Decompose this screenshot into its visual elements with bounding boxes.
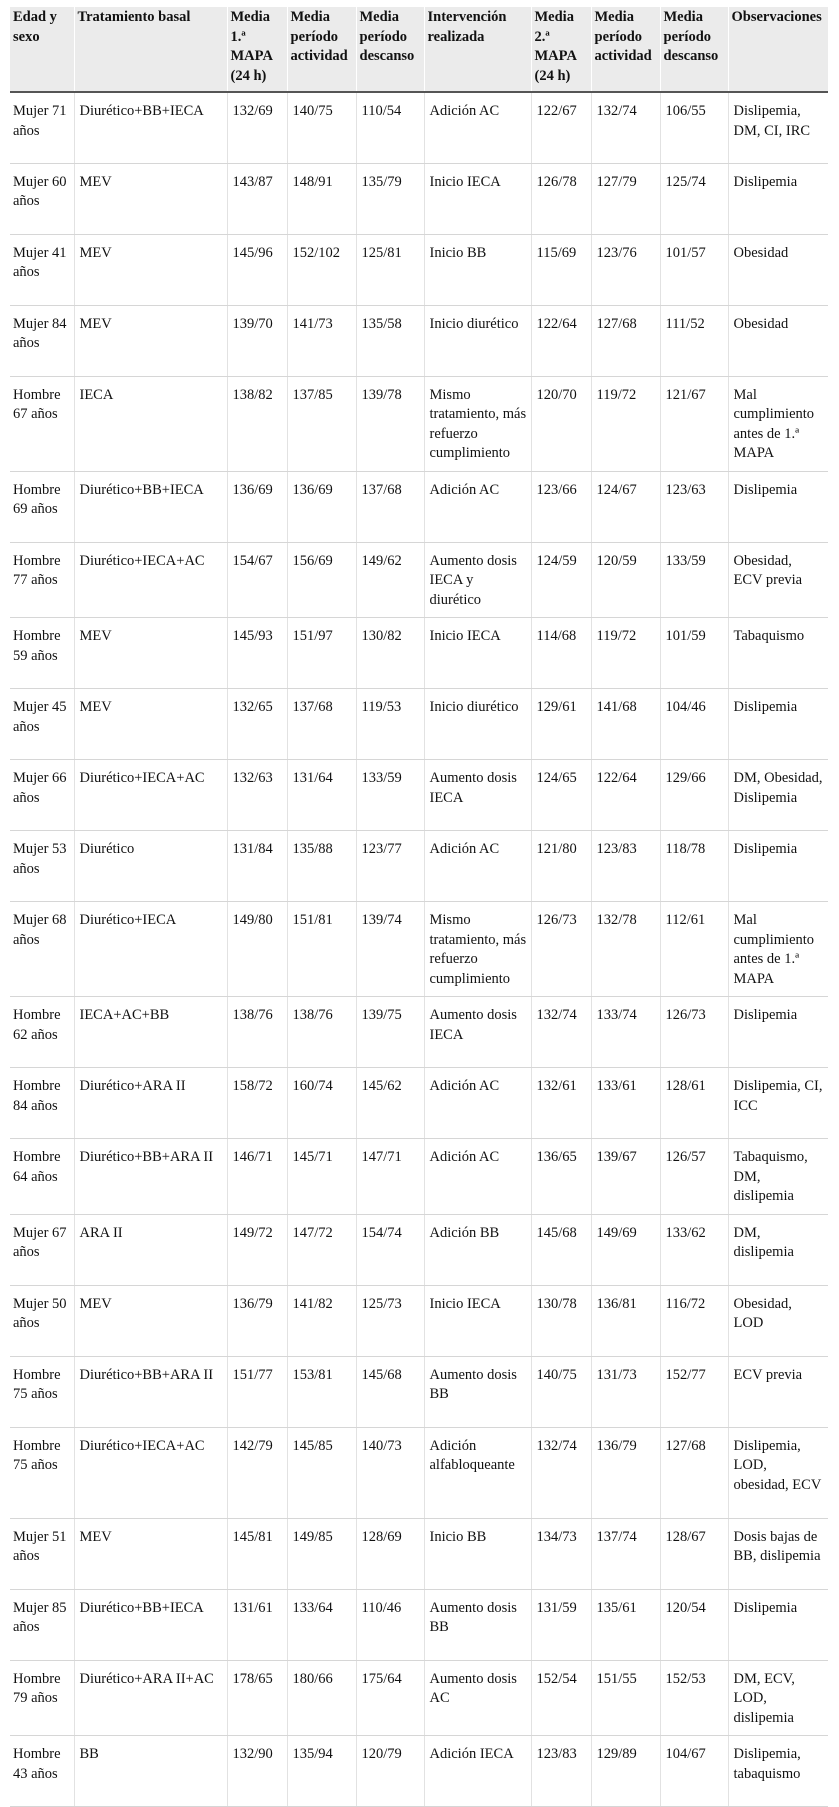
cell-second-rest-mean: 127/68 xyxy=(660,1427,728,1518)
cell-second-rest-mean: 104/67 xyxy=(660,1736,728,1807)
cell-second-mapa-mean: 131/59 xyxy=(531,1589,591,1660)
table-row xyxy=(10,376,828,471)
table-row xyxy=(10,1285,828,1356)
cell-first-mapa-mean: 145/93 xyxy=(227,618,287,689)
cell-second-activity-mean: 124/67 xyxy=(591,471,660,542)
cell-age-sex: Hombre 77 años xyxy=(10,542,74,618)
cell-second-rest-mean: 121/67 xyxy=(660,376,728,471)
cell-first-activity-mean: 151/81 xyxy=(287,902,356,997)
cell-intervention: Aumento dosis AC xyxy=(424,1660,531,1736)
data-table xyxy=(10,7,828,1807)
cell-second-activity-mean: 151/55 xyxy=(591,1660,660,1736)
cell-second-rest-mean: 120/54 xyxy=(660,1589,728,1660)
cell-intervention: Mismo tratamiento, más refuerzo cumplimiento xyxy=(424,902,531,997)
cell-first-mapa-mean: 138/76 xyxy=(227,997,287,1068)
cell-second-activity-mean: 131/73 xyxy=(591,1356,660,1427)
cell-second-activity-mean: 135/61 xyxy=(591,1589,660,1660)
cell-second-mapa-mean: 132/74 xyxy=(531,997,591,1068)
cell-first-mapa-mean: 131/61 xyxy=(227,1589,287,1660)
cell-first-activity-mean: 156/69 xyxy=(287,542,356,618)
cell-intervention: Aumento dosis IECA xyxy=(424,997,531,1068)
cell-intervention: Adición AC xyxy=(424,92,531,163)
cell-intervention: Adición AC xyxy=(424,1068,531,1139)
cell-baseline-treatment: MEV xyxy=(74,618,227,689)
table-row xyxy=(10,542,828,618)
table-row xyxy=(10,471,828,542)
cell-second-rest-mean: 133/62 xyxy=(660,1214,728,1285)
cell-first-mapa-mean: 132/69 xyxy=(227,92,287,163)
cell-observations: Dosis bajas de BB, dislipemia xyxy=(728,1518,828,1589)
cell-baseline-treatment: MEV xyxy=(74,1285,227,1356)
cell-first-mapa-mean: 151/77 xyxy=(227,1356,287,1427)
cell-second-rest-mean: 133/59 xyxy=(660,542,728,618)
table-row xyxy=(10,831,828,902)
cell-baseline-treatment: Diurético xyxy=(74,831,227,902)
cell-first-activity-mean: 137/85 xyxy=(287,376,356,471)
cell-second-mapa-mean: 130/78 xyxy=(531,1285,591,1356)
cell-first-rest-mean: 128/69 xyxy=(356,1518,424,1589)
cell-second-activity-mean: 149/69 xyxy=(591,1214,660,1285)
cell-second-rest-mean: 111/52 xyxy=(660,305,728,376)
cell-baseline-treatment: Diurético+BB+ARA II xyxy=(74,1356,227,1427)
cell-age-sex: Hombre 69 años xyxy=(10,471,74,542)
cell-baseline-treatment: Diurético+BB+IECA xyxy=(74,1589,227,1660)
cell-first-rest-mean: 140/73 xyxy=(356,1427,424,1518)
cell-observations: Dislipemia, DM, CI, IRC xyxy=(728,92,828,163)
cell-second-mapa-mean: 140/75 xyxy=(531,1356,591,1427)
cell-baseline-treatment: ARA II xyxy=(74,1214,227,1285)
cell-baseline-treatment: Diurético+IECA xyxy=(74,902,227,997)
cell-second-rest-mean: 116/72 xyxy=(660,1285,728,1356)
cell-second-mapa-mean: 123/66 xyxy=(531,471,591,542)
header-observations: Observaciones xyxy=(728,7,828,92)
cell-second-mapa-mean: 122/64 xyxy=(531,305,591,376)
table-row xyxy=(10,760,828,831)
cell-age-sex: Hombre 67 años xyxy=(10,376,74,471)
table-row xyxy=(10,234,828,305)
cell-age-sex: Mujer 66 años xyxy=(10,760,74,831)
cell-first-activity-mean: 149/85 xyxy=(287,1518,356,1589)
cell-second-rest-mean: 152/77 xyxy=(660,1356,728,1427)
cell-age-sex: Hombre 75 años xyxy=(10,1356,74,1427)
table-row xyxy=(10,92,828,163)
cell-second-activity-mean: 137/74 xyxy=(591,1518,660,1589)
cell-second-rest-mean: 126/73 xyxy=(660,997,728,1068)
cell-first-rest-mean: 110/54 xyxy=(356,92,424,163)
cell-observations: ECV previa xyxy=(728,1356,828,1427)
cell-age-sex: Mujer 84 años xyxy=(10,305,74,376)
cell-second-activity-mean: 136/81 xyxy=(591,1285,660,1356)
cell-second-activity-mean: 119/72 xyxy=(591,618,660,689)
cell-first-mapa-mean: 136/69 xyxy=(227,471,287,542)
table-row xyxy=(10,618,828,689)
cell-intervention: Adición AC xyxy=(424,471,531,542)
cell-age-sex: Hombre 84 años xyxy=(10,1068,74,1139)
table-row xyxy=(10,997,828,1068)
cell-second-rest-mean: 125/74 xyxy=(660,163,728,234)
cell-first-activity-mean: 135/94 xyxy=(287,1736,356,1807)
cell-first-activity-mean: 136/69 xyxy=(287,471,356,542)
cell-second-rest-mean: 112/61 xyxy=(660,902,728,997)
cell-first-rest-mean: 123/77 xyxy=(356,831,424,902)
table-row xyxy=(10,1518,828,1589)
cell-second-mapa-mean: 132/74 xyxy=(531,1427,591,1518)
cell-first-mapa-mean: 145/81 xyxy=(227,1518,287,1589)
cell-second-mapa-mean: 115/69 xyxy=(531,234,591,305)
cell-second-rest-mean: 101/57 xyxy=(660,234,728,305)
cell-first-rest-mean: 139/78 xyxy=(356,376,424,471)
cell-first-rest-mean: 110/46 xyxy=(356,1589,424,1660)
cell-first-rest-mean: 137/68 xyxy=(356,471,424,542)
cell-first-activity-mean: 138/76 xyxy=(287,997,356,1068)
cell-first-mapa-mean: 154/67 xyxy=(227,542,287,618)
cell-age-sex: Mujer 53 años xyxy=(10,831,74,902)
header-age-sex: Edad y sexo xyxy=(10,7,74,92)
cell-first-rest-mean: 135/79 xyxy=(356,163,424,234)
table-row xyxy=(10,1068,828,1139)
cell-baseline-treatment: Diurético+BB+ARA II xyxy=(74,1139,227,1215)
cell-intervention: Aumento dosis IECA y diurético xyxy=(424,542,531,618)
cell-baseline-treatment: BB xyxy=(74,1736,227,1807)
cell-second-mapa-mean: 126/73 xyxy=(531,902,591,997)
cell-first-rest-mean: 133/59 xyxy=(356,760,424,831)
cell-intervention: Mismo tratamiento, más refuerzo cumplimiento xyxy=(424,376,531,471)
cell-first-mapa-mean: 132/65 xyxy=(227,689,287,760)
cell-first-rest-mean: 154/74 xyxy=(356,1214,424,1285)
cell-second-rest-mean: 101/59 xyxy=(660,618,728,689)
cell-first-mapa-mean: 149/72 xyxy=(227,1214,287,1285)
cell-second-rest-mean: 123/63 xyxy=(660,471,728,542)
cell-first-activity-mean: 145/85 xyxy=(287,1427,356,1518)
cell-first-rest-mean: 125/73 xyxy=(356,1285,424,1356)
cell-age-sex: Mujer 51 años xyxy=(10,1518,74,1589)
cell-baseline-treatment: Diurético+BB+IECA xyxy=(74,92,227,163)
cell-observations: Tabaquismo xyxy=(728,618,828,689)
cell-intervention: Aumento dosis BB xyxy=(424,1356,531,1427)
cell-baseline-treatment: Diurético+IECA+AC xyxy=(74,760,227,831)
cell-age-sex: Mujer 85 años xyxy=(10,1589,74,1660)
cell-age-sex: Mujer 41 años xyxy=(10,234,74,305)
cell-second-mapa-mean: 126/78 xyxy=(531,163,591,234)
cell-observations: DM, ECV, LOD, dislipemia xyxy=(728,1660,828,1736)
cell-intervention: Aumento dosis BB xyxy=(424,1589,531,1660)
cell-intervention: Inicio diurético xyxy=(424,305,531,376)
cell-first-activity-mean: 140/75 xyxy=(287,92,356,163)
cell-second-mapa-mean: 122/67 xyxy=(531,92,591,163)
table-row xyxy=(10,1427,828,1518)
cell-intervention: Adición alfabloqueante xyxy=(424,1427,531,1518)
table-row xyxy=(10,1589,828,1660)
cell-second-activity-mean: 132/78 xyxy=(591,902,660,997)
cell-first-rest-mean: 139/75 xyxy=(356,997,424,1068)
cell-intervention: Inicio BB xyxy=(424,1518,531,1589)
cell-observations: Dislipemia, tabaquismo xyxy=(728,1736,828,1807)
cell-age-sex: Hombre 64 años xyxy=(10,1139,74,1215)
cell-first-mapa-mean: 132/90 xyxy=(227,1736,287,1807)
header-row xyxy=(10,7,828,92)
cell-intervention: Adición IECA xyxy=(424,1736,531,1807)
cell-first-mapa-mean: 143/87 xyxy=(227,163,287,234)
cell-second-mapa-mean: 129/61 xyxy=(531,689,591,760)
table-row xyxy=(10,689,828,760)
cell-age-sex: Mujer 50 años xyxy=(10,1285,74,1356)
cell-observations: Obesidad, ECV previa xyxy=(728,542,828,618)
cell-second-activity-mean: 133/74 xyxy=(591,997,660,1068)
cell-first-activity-mean: 133/64 xyxy=(287,1589,356,1660)
cell-first-mapa-mean: 139/70 xyxy=(227,305,287,376)
cell-second-activity-mean: 133/61 xyxy=(591,1068,660,1139)
cell-second-mapa-mean: 123/83 xyxy=(531,1736,591,1807)
cell-second-rest-mean: 129/66 xyxy=(660,760,728,831)
cell-baseline-treatment: MEV xyxy=(74,689,227,760)
cell-intervention: Aumento dosis IECA xyxy=(424,760,531,831)
cell-second-mapa-mean: 120/70 xyxy=(531,376,591,471)
table-row xyxy=(10,902,828,997)
cell-second-mapa-mean: 124/65 xyxy=(531,760,591,831)
cell-observations: Mal cumplimiento antes de 1.ª MAPA xyxy=(728,902,828,997)
cell-first-activity-mean: 137/68 xyxy=(287,689,356,760)
cell-second-rest-mean: 128/61 xyxy=(660,1068,728,1139)
cell-age-sex: Hombre 62 años xyxy=(10,997,74,1068)
table-row xyxy=(10,1356,828,1427)
cell-first-rest-mean: 145/62 xyxy=(356,1068,424,1139)
cell-first-activity-mean: 145/71 xyxy=(287,1139,356,1215)
cell-second-activity-mean: 139/67 xyxy=(591,1139,660,1215)
cell-intervention: Inicio BB xyxy=(424,234,531,305)
table-row xyxy=(10,1139,828,1215)
cell-observations: Dislipemia, LOD, obesidad, ECV xyxy=(728,1427,828,1518)
cell-first-activity-mean: 160/74 xyxy=(287,1068,356,1139)
cell-second-mapa-mean: 145/68 xyxy=(531,1214,591,1285)
header-baseline-treatment: Tratamiento basal xyxy=(74,7,227,92)
cell-baseline-treatment: Diurético+ARA II xyxy=(74,1068,227,1139)
cell-intervention: Adición AC xyxy=(424,1139,531,1215)
cell-intervention: Inicio diurético xyxy=(424,689,531,760)
cell-second-mapa-mean: 152/54 xyxy=(531,1660,591,1736)
cell-observations: Obesidad xyxy=(728,305,828,376)
cell-age-sex: Hombre 59 años xyxy=(10,618,74,689)
cell-first-mapa-mean: 145/96 xyxy=(227,234,287,305)
cell-baseline-treatment: Diurético+ARA II+AC xyxy=(74,1660,227,1736)
cell-first-activity-mean: 180/66 xyxy=(287,1660,356,1736)
cell-first-activity-mean: 151/97 xyxy=(287,618,356,689)
cell-first-rest-mean: 125/81 xyxy=(356,234,424,305)
cell-first-activity-mean: 131/64 xyxy=(287,760,356,831)
cell-baseline-treatment: Diurético+IECA+AC xyxy=(74,1427,227,1518)
cell-second-mapa-mean: 132/61 xyxy=(531,1068,591,1139)
table-row xyxy=(10,305,828,376)
table-body xyxy=(10,92,828,1807)
cell-second-activity-mean: 129/89 xyxy=(591,1736,660,1807)
cell-age-sex: Hombre 43 años xyxy=(10,1736,74,1807)
cell-first-mapa-mean: 158/72 xyxy=(227,1068,287,1139)
cell-first-activity-mean: 141/82 xyxy=(287,1285,356,1356)
cell-observations: Obesidad xyxy=(728,234,828,305)
cell-second-activity-mean: 123/83 xyxy=(591,831,660,902)
cell-observations: Dislipemia xyxy=(728,163,828,234)
cell-baseline-treatment: IECA xyxy=(74,376,227,471)
cell-second-rest-mean: 126/57 xyxy=(660,1139,728,1215)
cell-first-rest-mean: 147/71 xyxy=(356,1139,424,1215)
cell-second-rest-mean: 104/46 xyxy=(660,689,728,760)
table-header xyxy=(10,7,828,92)
cell-second-activity-mean: 132/74 xyxy=(591,92,660,163)
cell-intervention: Adición AC xyxy=(424,831,531,902)
cell-second-activity-mean: 123/76 xyxy=(591,234,660,305)
cell-observations: Dislipemia, CI, ICC xyxy=(728,1068,828,1139)
cell-first-rest-mean: 145/68 xyxy=(356,1356,424,1427)
header-second-activity-mean: Media período actividad xyxy=(591,7,660,92)
cell-intervention: Inicio IECA xyxy=(424,618,531,689)
header-intervention: Intervención realizada xyxy=(424,7,531,92)
cell-second-mapa-mean: 134/73 xyxy=(531,1518,591,1589)
cell-second-activity-mean: 122/64 xyxy=(591,760,660,831)
cell-intervention: Inicio IECA xyxy=(424,163,531,234)
cell-age-sex: Mujer 68 años xyxy=(10,902,74,997)
cell-baseline-treatment: MEV xyxy=(74,305,227,376)
cell-second-activity-mean: 141/68 xyxy=(591,689,660,760)
table-row xyxy=(10,1214,828,1285)
cell-second-mapa-mean: 114/68 xyxy=(531,618,591,689)
cell-second-rest-mean: 118/78 xyxy=(660,831,728,902)
cell-baseline-treatment: MEV xyxy=(74,163,227,234)
cell-baseline-treatment: Diurético+BB+IECA xyxy=(74,471,227,542)
header-first-rest-mean: Media período descanso xyxy=(356,7,424,92)
cell-second-activity-mean: 119/72 xyxy=(591,376,660,471)
header-second-mapa-mean: Media 2.ª MAPA (24 h) xyxy=(531,7,591,92)
cell-age-sex: Hombre 75 años xyxy=(10,1427,74,1518)
cell-first-rest-mean: 139/74 xyxy=(356,902,424,997)
cell-baseline-treatment: MEV xyxy=(74,234,227,305)
cell-first-activity-mean: 148/91 xyxy=(287,163,356,234)
cell-first-mapa-mean: 131/84 xyxy=(227,831,287,902)
cell-observations: Dislipemia xyxy=(728,689,828,760)
cell-observations: Dislipemia xyxy=(728,997,828,1068)
cell-observations: Obesidad, LOD xyxy=(728,1285,828,1356)
cell-second-rest-mean: 128/67 xyxy=(660,1518,728,1589)
cell-observations: Mal cumplimiento antes de 1.ª MAPA xyxy=(728,376,828,471)
cell-second-mapa-mean: 136/65 xyxy=(531,1139,591,1215)
cell-first-mapa-mean: 142/79 xyxy=(227,1427,287,1518)
cell-baseline-treatment: MEV xyxy=(74,1518,227,1589)
table-row xyxy=(10,1660,828,1736)
cell-age-sex: Mujer 67 años xyxy=(10,1214,74,1285)
table-row xyxy=(10,163,828,234)
cell-first-activity-mean: 141/73 xyxy=(287,305,356,376)
cell-first-mapa-mean: 149/80 xyxy=(227,902,287,997)
header-first-activity-mean: Media período actividad xyxy=(287,7,356,92)
cell-second-mapa-mean: 124/59 xyxy=(531,542,591,618)
table-row xyxy=(10,1736,828,1807)
cell-age-sex: Mujer 71 años xyxy=(10,92,74,163)
cell-second-activity-mean: 127/68 xyxy=(591,305,660,376)
cell-observations: DM, Obesidad, Dislipemia xyxy=(728,760,828,831)
cell-first-rest-mean: 119/53 xyxy=(356,689,424,760)
cell-intervention: Inicio IECA xyxy=(424,1285,531,1356)
cell-first-activity-mean: 147/72 xyxy=(287,1214,356,1285)
cell-observations: DM, dislipemia xyxy=(728,1214,828,1285)
cell-first-mapa-mean: 178/65 xyxy=(227,1660,287,1736)
cell-second-activity-mean: 136/79 xyxy=(591,1427,660,1518)
cell-first-rest-mean: 120/79 xyxy=(356,1736,424,1807)
cell-first-rest-mean: 175/64 xyxy=(356,1660,424,1736)
cell-observations: Tabaquismo, DM, dislipemia xyxy=(728,1139,828,1215)
cell-observations: Dislipemia xyxy=(728,831,828,902)
cell-second-rest-mean: 152/53 xyxy=(660,1660,728,1736)
cell-baseline-treatment: IECA+AC+BB xyxy=(74,997,227,1068)
cell-second-rest-mean: 106/55 xyxy=(660,92,728,163)
cell-first-activity-mean: 135/88 xyxy=(287,831,356,902)
table-wrapper xyxy=(10,7,828,1807)
cell-first-mapa-mean: 136/79 xyxy=(227,1285,287,1356)
cell-second-activity-mean: 120/59 xyxy=(591,542,660,618)
cell-first-activity-mean: 153/81 xyxy=(287,1356,356,1427)
cell-second-activity-mean: 127/79 xyxy=(591,163,660,234)
header-second-rest-mean: Media período descanso xyxy=(660,7,728,92)
cell-intervention: Adición BB xyxy=(424,1214,531,1285)
cell-first-activity-mean: 152/102 xyxy=(287,234,356,305)
cell-observations: Dislipemia xyxy=(728,471,828,542)
cell-first-mapa-mean: 132/63 xyxy=(227,760,287,831)
cell-first-rest-mean: 130/82 xyxy=(356,618,424,689)
cell-age-sex: Hombre 79 años xyxy=(10,1660,74,1736)
cell-second-mapa-mean: 121/80 xyxy=(531,831,591,902)
cell-first-rest-mean: 149/62 xyxy=(356,542,424,618)
cell-first-rest-mean: 135/58 xyxy=(356,305,424,376)
cell-observations: Dislipemia xyxy=(728,1589,828,1660)
cell-first-mapa-mean: 146/71 xyxy=(227,1139,287,1215)
cell-baseline-treatment: Diurético+IECA+AC xyxy=(74,542,227,618)
cell-age-sex: Mujer 60 años xyxy=(10,163,74,234)
header-first-mapa-mean: Media 1.ª MAPA (24 h) xyxy=(227,7,287,92)
cell-age-sex: Mujer 45 años xyxy=(10,689,74,760)
cell-first-mapa-mean: 138/82 xyxy=(227,376,287,471)
